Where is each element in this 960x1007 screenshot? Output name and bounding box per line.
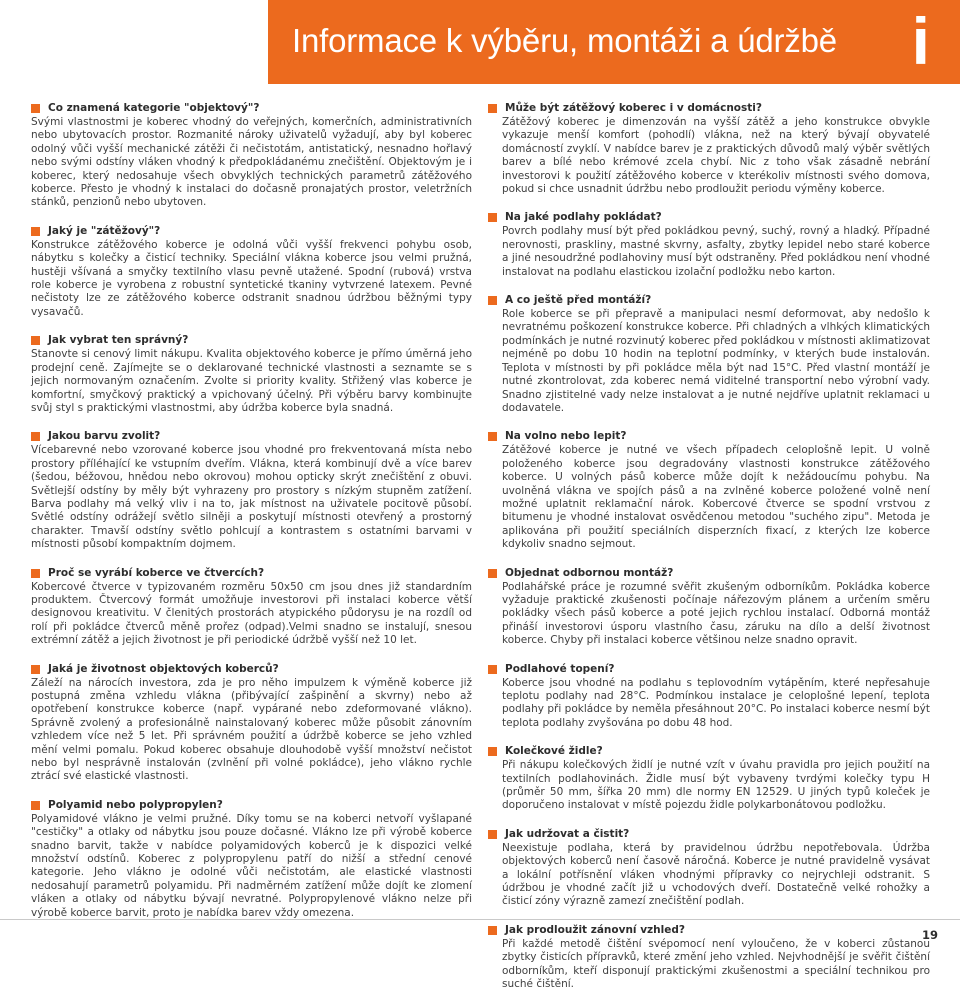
faq-item (31, 102, 472, 210)
faq-question: Může být zátěžový koberec i v domácnosti? (505, 102, 762, 114)
faq-answer: Svými vlastnostmi je koberec vhodný do veřejných, komerčních, administrativních nebo ubytovacích prostor. Rozmanité nároky uživatelů vyžadují, aby byl koberec odolný vůči vyšší mechanické zátěži či nečistotám, antistatický, nesnadno hořlavý nebo svými odstíny vláken vhodný k předpokládanému znečištění. Objektovým je i koberec, který nedosahuje všech obvyklých technických parametrů zátěžového koberce. Přesto je vhodný k instalaci do dočasně pronajatých prostor, veletržních stánků, penzionů nebo ubytoven. (31, 116, 472, 209)
faq-answer: Povrch podlahy musí být před pokládkou pevný, suchý, rovný a hladký. Případné nerovnosti, praskliny, mastné skvrny, asfalty, zbytky lepidel nebo staré koberce a jiné nesoudržné podlahoviny musí být odstraněny. Před pokládkou není vhodné instalovat na podlahu elastickou izolační podložku nebo karton. (502, 225, 930, 278)
faq-answer: Záleží na nárocích investora, zda je pro něho impulzem k výměně koberce již postupná změna vzhledu vlákna (přibývající zašpinění a skvrny) nebo až opotřebení konstrukce koberce (např. vypárané nebo zdeformované vlákno). Správně zvolený a profesionálně nainstalovaný koberec může působit zánovním vzhledem více než 5 let. Při správném použití a údržbě koberce se jeho vzhled mění velmi pomalu. Pokud koberec obsahuje dlouhodobě vyšší množství nečistot nebo byl nesprávně instalován (zvlnění při volné pokládce), jeho vlákno rychle ztrácí své elastické vlastnosti. (31, 676, 472, 783)
bullet-square-icon (31, 569, 40, 578)
bullet-square-icon (488, 830, 497, 839)
bullet-square-icon (488, 747, 497, 756)
faq-item (31, 225, 472, 319)
left-column (31, 102, 472, 935)
faq-answer: Zátěžové koberce je nutné ve všech případech celoplošně lepit. U volně položeného koberce jsou degradovány vlastnosti konstrukce zátěžového koberce. U volných pásů koberce může dojít k nežádoucímu pohybu. Na uvolněná vlákna ve spojích pásů a na zvlněné koberce položené volně není možné uplatnit reklamační nárok. Kobercové čtverce se spodní vrstvou z bitumenu je vhodné instalovat osvědčenou metodou "suchého zipu". Metoda je aplikována při použití speciálních disperzních fixací, z kterých lze koberce kdykoliv snadno sejmout. (502, 444, 930, 551)
bullet-square-icon (31, 801, 40, 810)
faq-answer: Neexistuje podlaha, která by pravidelnou údržbu nepotřebovala. Údržba objektových koberců není časově náročná. Koberce je nutné pravidelně vysávat a lokální potřísnění vláken vhodnými přípravky co nejrychleji odstranit. S údržbou je vhodné začít již u vchodových dveří. Dostatečně velké rohožky a čisticí zóny výrazně zamezí znečištění podlah. (502, 841, 930, 908)
faq-item (488, 430, 930, 551)
faq-answer: Podlahářské práce je rozumné svěřit zkušeným odborníkům. Pokládka koberce vyžaduje praktické zkušenosti počínaje nářezovým plánem a určením směru pokládky všech pásů koberce a poté jejich rychlou instalací. Odborná montáž přináší investorovi úsporu vlastního času, záruku na dílo a delší životnost koberce. Chyby při instalaci koberce většinou nelze snadno opravit. (502, 580, 930, 647)
footer-divider (0, 919, 960, 920)
bullet-square-icon (488, 296, 497, 305)
faq-question: Jakou barvu zvolit? (48, 430, 161, 443)
faq-item (31, 430, 472, 551)
info-icon: i (911, 4, 930, 78)
faq-item (488, 294, 930, 415)
bullet-square-icon (488, 213, 497, 222)
page-title: Informace k výběru, montáži a údržbě (292, 22, 837, 59)
faq-question: Objednat odbornou montáž? (505, 566, 674, 579)
faq-item (488, 567, 930, 648)
faq-answer: Konstrukce zátěžového koberce je odolná vůči vyšší frekvenci pohybu osob, nábytku s kolečky a čisticí techniky. Speciální vlákna koberce jsou velmi pružná, hustěji všívaná a smyčky textilního vlasu pevně utažené. Spodní (rubová) vrstva role koberce je vyrobena z robustní syntetické tkaniny vytvrzené latexem. Pevné nečistoty lze ze zátěžového koberce odstranit snadnou údržbou běžnými typy vysavačů. (31, 238, 472, 318)
faq-answer: Stanovte si cenový limit nákupu. Kvalita objektového koberce je přímo úměrná jeho prodejní ceně. Zajímejte se o deklarované technické vlastnosti a seznamte se s jejich normovaným označením. Zvolte si priority kvality. Střižený vlas koberce je komfortní, smyčkový praktický a vpichovaný účelný. Při výběru barvy kombinujte svůj styl s praktickými vlastnostmi, aby údržba koberce byla snadná. (31, 348, 472, 414)
bullet-square-icon (488, 432, 497, 441)
faq-item (488, 745, 930, 813)
faq-answer: Koberce jsou vhodné na podlahu s teplovodním vytápěním, které nepřesahuje teplotu podlahy nad 28°C. Podmínkou instalace je celoplošné lepení, teplota podlahy při pokládce by neměla přesáhnout 20°C. Po instalaci koberce nesmí být teplota podlahy zvyšována po dobu 48 hod. (502, 676, 930, 729)
faq-item (31, 334, 472, 415)
faq-item (488, 924, 930, 992)
bullet-square-icon (488, 104, 497, 113)
faq-answer: Při každé metodě čištění svépomocí není vyloučeno, že v koberci zůstanou zbytky čisticích přípravků, které změní jeho vzhled. Nejvhodnější je svěřit čištění odborníkům, kteří disponují praktickými zkušenostmi a speciální technikou pro suché čištění. (502, 937, 930, 991)
faq-question: Polyamid nebo polypropylen? (48, 798, 223, 811)
bullet-square-icon (488, 569, 497, 578)
bullet-square-icon (31, 227, 40, 236)
faq-answer: Role koberce se při přepravě a manipulaci nesmí deformovat, aby nedošlo k nevratnému poškození konstrukce koberce. Při chladných a vlhkých klimatických podmínkách je nutné rozvinutý koberec před pokládkou v místnosti aklimatizovat nejméně po dobu 10 hodin na teplotní podmínky, v kterých bude instalován. Teplota v místnosti by při pokládce měla být nad 15°C. Před vlastní montáží je nutné zkontrolovat, zda koberec nemá viditelné transportní nebo výrobní vady. Snadno zjistitelné vady nelze instalovat a je nutné nejdříve uplatnit reklamaci u dodavatele. (502, 308, 930, 414)
faq-item (488, 102, 930, 196)
faq-question: Kolečkové židle? (505, 745, 603, 758)
faq-question: Jak udržovat a čistit? (505, 827, 630, 840)
bullet-square-icon (488, 665, 497, 674)
faq-question: A co ještě před montáží? (505, 294, 652, 307)
faq-answer: Kobercové čtverce v typizovaném rozměru 50x50 cm jsou dnes již standardním produktem. Čtvercový formát umožňuje investorovi při instalaci koberce větší designovou kreativitu. V členitých prostorách atypického půdorysu je na rozdíl od rolí při pokládce čtverců měně prořez (odpad).Velmi snadno se instalují, snesou extrémní zátěž a jejich životnost je při periodické údržbě vyšší než 10 let. (31, 580, 472, 647)
faq-question: Proč se vyrábí koberce ve čtvercích? (48, 566, 265, 579)
faq-item (488, 211, 930, 279)
faq-answer: Vícebarevné nebo vzorované koberce jsou vhodné pro frekventovaná místa nebo prostory příléhající ke vstupním dveřím. Vlákna, která kombinují dvě a více barev (šedou, béžovou, hnědou nebo okrovou) mohou opticky skrýt znečištění z obuvi. Světlejší odstíny by měly být vyhrazeny pro prostory s nízkým stupněm zatížení. Barva podlahy má velký vliv i na to, jak místnost na uživatele pocitově působí. Světlé odstíny odrážejí světlo silněji a poskytují místnosti otevřený a prostorný charakter. Tmavší odstíny světlo pohlcují a kontrastem s ostatními barvami v místnosti působí kompaktním dojmem. (31, 444, 472, 551)
faq-question: Jaký je "zátěžový"? (48, 224, 161, 237)
bullet-square-icon (31, 104, 40, 113)
faq-item (31, 663, 472, 784)
faq-answer: Při nákupu kolečkových židlí je nutné vzít v úvahu pravidla pro jejich použití na textilních podlahovinách. Židle musí být vybaveny tvrdými kolečky typu H (průměr 50 mm, šířka 20 mm) dle normy EN 12529. U jiných typů koleček je doporučeno instalovat v místě pojezdu židle polykarbonátovou podložku. (502, 759, 930, 812)
faq-item (488, 663, 930, 731)
faq-question: Podlahové topení? (505, 662, 615, 675)
bullet-square-icon (31, 432, 40, 441)
faq-question: Na volno nebo lepit? (505, 430, 627, 443)
faq-answer: Zátěžový koberec je dimenzován na vyšší zátěž a jeho konstrukce obvykle vykazuje menší komfort (pohodlí) vlákna, než na který bývají obyvatelé domácností zvyklí. V nabídce barev je z praktických důvodů malý výběr světlých barev a bílé nebo krémové zcela chybí. Nic z toho však zásadně nebrání investorovi k použití zátěžového koberce v kterékoliv místnosti svého domova, pokud si chce usnadnit údržbu nebo prodloužit periodu výměny koberce. (502, 116, 930, 196)
page-number: 19 (921, 928, 938, 942)
faq-question: Jak vybrat ten správný? (48, 334, 189, 347)
bullet-square-icon (31, 665, 40, 674)
faq-item (31, 567, 472, 648)
right-column (488, 102, 930, 1007)
faq-answer: Polyamidové vlákno je velmi pružné. Díky tomu se na koberci netvoří vyšlapané "cestičky" a otlaky od nábytku jsou pouze dočasné. Vlákno lze při výrobě koberce snadno barvit, takže v nabídce polyamidových koberců je k dispozici velké množství odstínů. Koberec z polypropylenu patří do nižší a střední cenové kategorie. Jeho vlákno je odolné vůči nečistotám, ale elastické vlastnosti nedosahují parametrů polyamidu. Při nadměrném zatížení může dojít ke zlomení vláken a otlaky od nábytku bývají nevratné. Polypropylenové vlákno nelze při výrobě koberce barvit, proto je nabídka barev vždy omezena. (31, 812, 472, 919)
faq-question: Na jaké podlahy pokládat? (505, 211, 662, 224)
faq-question: Jak prodloužit zánovní vzhled? (505, 923, 685, 936)
faq-question: Co znamená kategorie "objektový"? (48, 102, 260, 114)
bullet-square-icon (488, 926, 497, 935)
faq-item (488, 828, 930, 909)
faq-item (31, 799, 472, 920)
faq-question: Jaká je životnost objektových koberců? (48, 662, 279, 675)
header-banner (268, 0, 960, 84)
bullet-square-icon (31, 336, 40, 345)
